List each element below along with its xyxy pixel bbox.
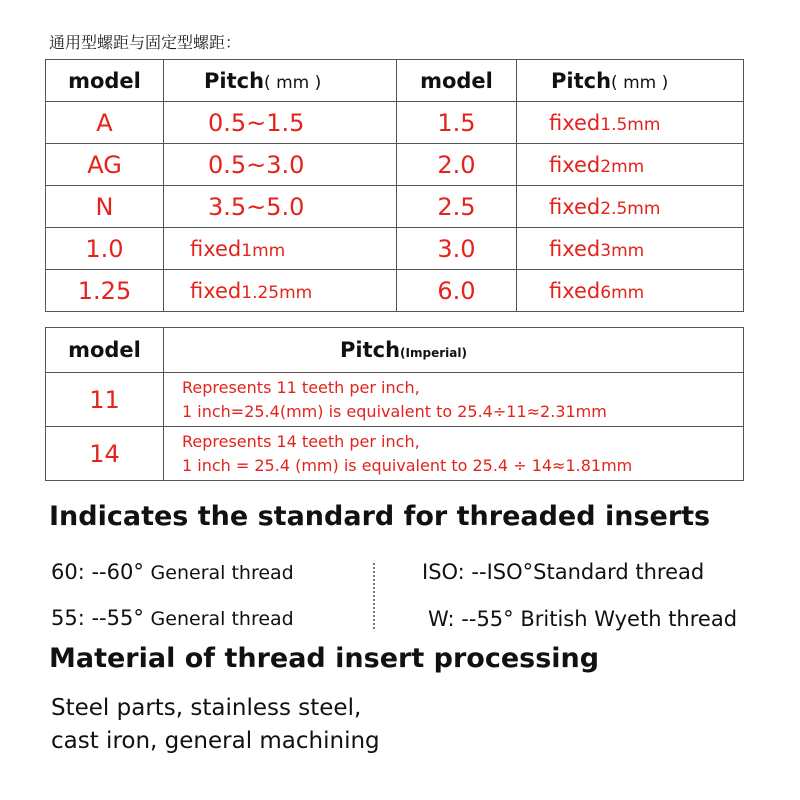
model-cell: 1.0 — [46, 228, 164, 270]
model-cell: 6.0 — [397, 270, 517, 312]
material-line: cast iron, general machining — [51, 728, 380, 754]
pitch-description — [164, 373, 744, 427]
table-row — [46, 427, 744, 481]
standard-item — [428, 607, 737, 631]
header-model: model — [46, 60, 164, 102]
table-row — [46, 102, 744, 144]
header-pitch-2 — [517, 60, 744, 102]
standard-code: 55: --55° — [51, 606, 144, 630]
model-cell: 2.0 — [397, 144, 517, 186]
standard-code: W: --55° — [428, 607, 514, 631]
table-header-row — [46, 60, 744, 102]
pitch-cell — [517, 270, 744, 312]
standard-desc: British Wyeth thread — [520, 607, 738, 631]
standard-item — [51, 606, 294, 630]
header-pitch-unit: ( mm ) — [264, 72, 322, 93]
model-cell: A — [46, 102, 164, 144]
pitch-cell — [517, 186, 744, 228]
header-pitch — [164, 60, 397, 102]
fixed-value: 3mm — [600, 240, 645, 261]
material-line: Steel parts, stainless steel, — [51, 695, 362, 721]
fixed-label: fixed — [190, 278, 242, 303]
column-divider — [373, 563, 375, 629]
model-cell: 2.5 — [397, 186, 517, 228]
material-description — [51, 692, 380, 758]
fixed-label: fixed — [549, 194, 601, 219]
pitch-cell — [517, 144, 744, 186]
fixed-value: 6mm — [600, 282, 645, 303]
model-cell: 1.5 — [397, 102, 517, 144]
pitch-cell — [164, 270, 397, 312]
header-pitch-label-2: Pitch — [551, 68, 612, 93]
model-cell: AG — [46, 144, 164, 186]
model-cell: 1.25 — [46, 270, 164, 312]
table-row — [46, 186, 744, 228]
pitch-cell — [517, 228, 744, 270]
pitch-cell: 0.5~1.5 — [164, 102, 397, 144]
standard-heading: Indicates the standard for threaded inserts — [49, 501, 711, 532]
standard-desc: General thread — [150, 608, 294, 630]
fixed-label: fixed — [549, 278, 601, 303]
table-row — [46, 270, 744, 312]
standard-desc: General thread — [150, 562, 294, 584]
description-line: Represents 11 teeth per inch, — [182, 377, 420, 397]
model-cell: N — [46, 186, 164, 228]
model-cell: 3.0 — [397, 228, 517, 270]
model-cell: 11 — [46, 373, 164, 427]
material-heading: Material of thread insert processing — [49, 643, 600, 674]
header-model: model — [46, 328, 164, 373]
pitch-cell: 3.5~5.0 — [164, 186, 397, 228]
pitch-cell — [517, 102, 744, 144]
standard-item — [51, 560, 294, 584]
pitch-cell: 0.5~3.0 — [164, 144, 397, 186]
fixed-value: 2.5mm — [600, 198, 661, 219]
standard-item — [422, 560, 704, 584]
caption: 通用型螺距与固定型螺距： — [49, 33, 242, 52]
pitch-table-metric — [45, 59, 744, 312]
header-pitch — [164, 328, 744, 373]
fixed-label: fixed — [190, 236, 242, 261]
standard-code: ISO: --ISO° — [422, 560, 534, 584]
fixed-value: 2mm — [600, 156, 645, 177]
standard-desc: Standard thread — [533, 560, 705, 584]
fixed-label: fixed — [549, 152, 601, 177]
description-line: 1 inch = 25.4 (mm) is equivalent to 25.4 ÷ 14≈1.81mm — [182, 455, 633, 475]
pitch-cell — [164, 228, 397, 270]
pitch-table-imperial — [45, 327, 744, 481]
table-row — [46, 144, 744, 186]
standard-code: 60: --60° — [51, 560, 144, 584]
fixed-value: 1.5mm — [600, 114, 661, 135]
fixed-label: fixed — [549, 110, 601, 135]
header-model-2: model — [397, 60, 517, 102]
header-pitch-unit-2: ( mm ) — [611, 72, 669, 93]
header-pitch-label: Pitch — [204, 68, 265, 93]
header-pitch-label: Pitch — [340, 338, 401, 362]
model-cell: 14 — [46, 427, 164, 481]
fixed-value: 1.25mm — [241, 282, 313, 303]
table-header-row — [46, 328, 744, 373]
fixed-value: 1mm — [241, 240, 286, 261]
table-row — [46, 373, 744, 427]
description-line: 1 inch=25.4(mm) is equivalent to 25.4÷11≈2.31mm — [182, 401, 607, 421]
pitch-description — [164, 427, 744, 481]
table-row — [46, 228, 744, 270]
fixed-label: fixed — [549, 236, 601, 261]
header-pitch-unit: (Imperial) — [400, 346, 467, 360]
description-line: Represents 14 teeth per inch, — [182, 431, 420, 451]
